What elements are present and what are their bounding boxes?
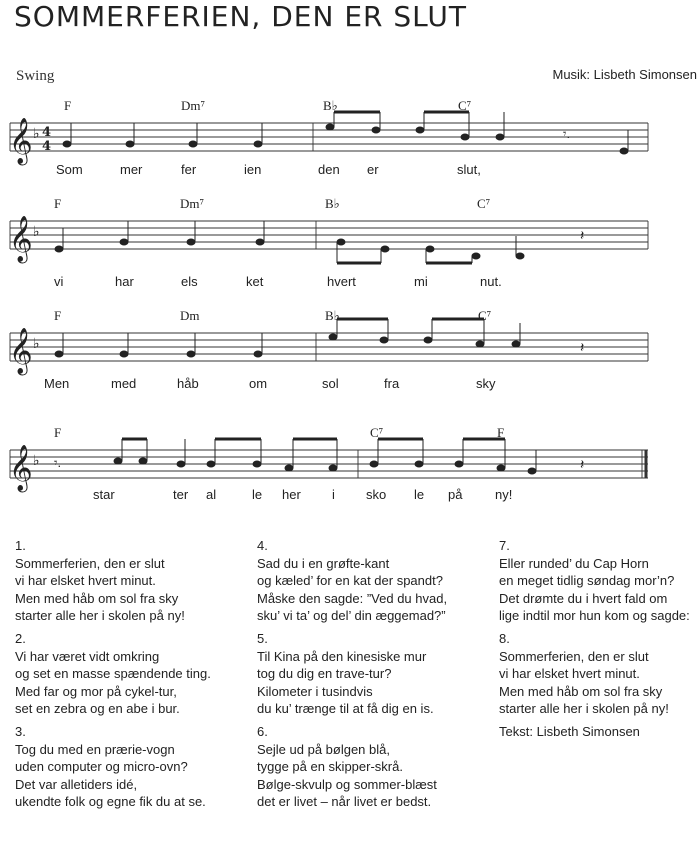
chord-symbol: C⁷ (458, 98, 472, 113)
verse-number: 8. (499, 631, 510, 646)
verse-line: og set en masse spændende ting. (15, 666, 211, 681)
verse-line: Det var alletiders idé, (15, 776, 138, 792)
lyric-syllable: på (448, 487, 463, 502)
svg-text:♭: ♭ (33, 336, 40, 352)
chord-symbol: Dm⁷ (180, 196, 205, 211)
lyric-syllable: med (111, 376, 137, 391)
verse-number: 5. (257, 631, 268, 646)
verse-line: uden computer og micro-ovn? (15, 759, 188, 774)
verse-number: 7. (499, 538, 510, 553)
staff-notation (0, 98, 700, 208)
lyric-syllable: nut. (480, 274, 502, 289)
staff-notation (0, 425, 700, 535)
chord-symbol: B♭ (323, 98, 338, 113)
verse-line: Men med håb om sol fra sky (15, 590, 179, 606)
tempo-marking: Swing (16, 68, 55, 84)
chord-symbol: C⁷ (478, 308, 492, 323)
verse-line: Måske den sagde: ”Ved du hvad, (257, 590, 448, 606)
lyric-syllable: mer (120, 162, 143, 177)
lyric-syllable: le (252, 487, 263, 502)
verse-line: Sommerferien, den er slut (15, 555, 165, 571)
verse-line: Vi har været vidt omkring (15, 648, 160, 664)
verse-line: Med far og mor på cykel-tur, (15, 683, 177, 699)
music-system-3 (0, 308, 700, 418)
music-system-4 (0, 425, 700, 535)
verse-number: 3. (15, 724, 26, 739)
lyric-syllable: hvert (327, 274, 356, 289)
chord-symbol: F (54, 308, 62, 323)
svg-text:4: 4 (42, 125, 52, 140)
svg-text:4: 4 (42, 139, 52, 154)
verse-line: lige indtil mor hun kom og sagde: (499, 608, 690, 623)
lyric-syllable: er (367, 162, 379, 177)
lyric-syllable: le (414, 487, 425, 502)
lyric-syllable: sol (322, 376, 339, 391)
verse-line: Sejle ud på bølgen blå, (257, 741, 390, 757)
lyric-syllable: ter (173, 487, 189, 502)
lyric-syllable: ien (244, 162, 262, 177)
verse-line: set en zebra og en abe i bur. (15, 701, 180, 716)
lyric-syllable: ny! (495, 487, 513, 502)
lyric-syllable: al (206, 487, 217, 502)
verse-line: starter alle her i skolen på ny! (499, 701, 669, 716)
chord-symbol: C⁷ (477, 196, 491, 211)
lyricist-credit: Tekst: Lisbeth Simonsen (499, 724, 640, 739)
verse-4 (257, 537, 447, 625)
lyric-syllable: sko (366, 487, 387, 502)
staff-notation (0, 196, 700, 306)
staff-notation (0, 308, 700, 418)
verse-line: tog du dig en trave-tur? (257, 666, 392, 681)
svg-text:𝄞: 𝄞 (9, 216, 33, 262)
verse-line: Det drømte du i hvert fald om (499, 590, 668, 606)
lyric-syllable: den (318, 162, 340, 177)
lyric-syllable: fra (384, 376, 400, 391)
lyric-syllable: slut, (457, 162, 481, 177)
lyric-syllable: vi (54, 274, 64, 289)
lyric-syllable: Som (56, 162, 83, 177)
lyric-syllable: i (332, 487, 335, 502)
chord-symbol: B♭ (325, 196, 340, 211)
verse-line: tygge på en skipper-skrå. (257, 759, 403, 774)
chord-symbol: Dm⁷ (181, 98, 206, 113)
chord-symbol: F (54, 425, 62, 440)
lyric-syllable: mi (414, 274, 428, 289)
verse-line: Men med håb om sol fra sky (499, 683, 663, 699)
verse-line: Sommerferien, den er slut (499, 648, 649, 664)
music-system-1 (0, 98, 700, 208)
verse-line: vi har elsket hvert minut. (15, 573, 156, 588)
verse-line: Tog du med en prærie-vogn (15, 741, 175, 757)
verse-number: 6. (257, 724, 268, 739)
verse-8 (499, 630, 669, 718)
svg-text:♭: ♭ (33, 453, 40, 469)
svg-text:𝄾.: 𝄾. (563, 126, 571, 141)
verse-line: Bølge-skvulp og sommer-blæst (257, 776, 437, 792)
verse-number: 4. (257, 538, 268, 553)
svg-text:𝄽: 𝄽 (580, 456, 585, 472)
verse-number: 1. (15, 538, 26, 553)
svg-text:♭: ♭ (33, 126, 40, 142)
chord-symbol: F (497, 425, 505, 440)
lyric-syllable: els (181, 274, 198, 289)
composer-credit: Musik: Lisbeth Simonsen (552, 67, 697, 82)
lyric-syllable: håb (177, 376, 199, 391)
lyric-syllable: star (93, 487, 115, 502)
verse-6 (257, 723, 437, 811)
lyric-syllable: har (115, 274, 134, 289)
verse-line: starter alle her i skolen på ny! (15, 608, 185, 623)
lyric-syllable: her (282, 487, 301, 502)
verse-line: Kilometer i tusindvis (257, 683, 373, 699)
verse-line: det er livet – når livet er bedst. (257, 794, 432, 809)
chord-symbol: Dm (180, 308, 200, 323)
lyric-syllable: ket (246, 274, 264, 289)
svg-text:𝄾.: 𝄾. (54, 455, 62, 470)
verse-line: ukendte folk og egne fik du at se. (15, 794, 206, 809)
verse-3 (15, 723, 206, 811)
music-system-2 (0, 196, 700, 306)
svg-text:♭: ♭ (33, 224, 40, 240)
chord-symbol: C⁷ (370, 425, 384, 440)
song-title: SOMMERFERIEN, DEN ER SLUT (14, 0, 467, 33)
verse-line: Sad du i en grøfte-kant (257, 555, 390, 571)
svg-text:𝄞: 𝄞 (9, 328, 33, 374)
chord-symbol: B♭ (325, 308, 340, 323)
verse-5 (257, 630, 434, 718)
verse-line: Eller runded’ du Cap Horn (499, 555, 649, 571)
verse-line: sku’ vi ta’ og del’ din æggemad?” (257, 608, 446, 623)
verse-7 (499, 537, 690, 625)
verse-line: Til Kina på den kinesiske mur (257, 648, 427, 664)
verse-line: en meget tidlig søndag mor’n? (499, 573, 675, 588)
verse-line: og kæled’ for en kat der spandt? (257, 573, 443, 588)
chord-symbol: F (54, 196, 62, 211)
svg-text:𝄽: 𝄽 (580, 339, 585, 355)
lyric-syllable: sky (476, 376, 496, 391)
svg-text:𝄽: 𝄽 (580, 227, 585, 243)
verse-line: vi har elsket hvert minut. (499, 666, 640, 681)
verse-line: du ku’ trænge til at få dig en is. (257, 701, 434, 716)
verse-number: 2. (15, 631, 26, 646)
lyric-syllable: Men (44, 376, 70, 391)
svg-text:𝄞: 𝄞 (9, 118, 33, 164)
chord-symbol: F (64, 98, 72, 113)
verse-1 (15, 537, 185, 625)
lyric-syllable: fer (181, 162, 197, 177)
verse-2 (15, 630, 211, 718)
lyric-syllable: om (249, 376, 268, 391)
svg-text:𝄞: 𝄞 (9, 445, 33, 491)
